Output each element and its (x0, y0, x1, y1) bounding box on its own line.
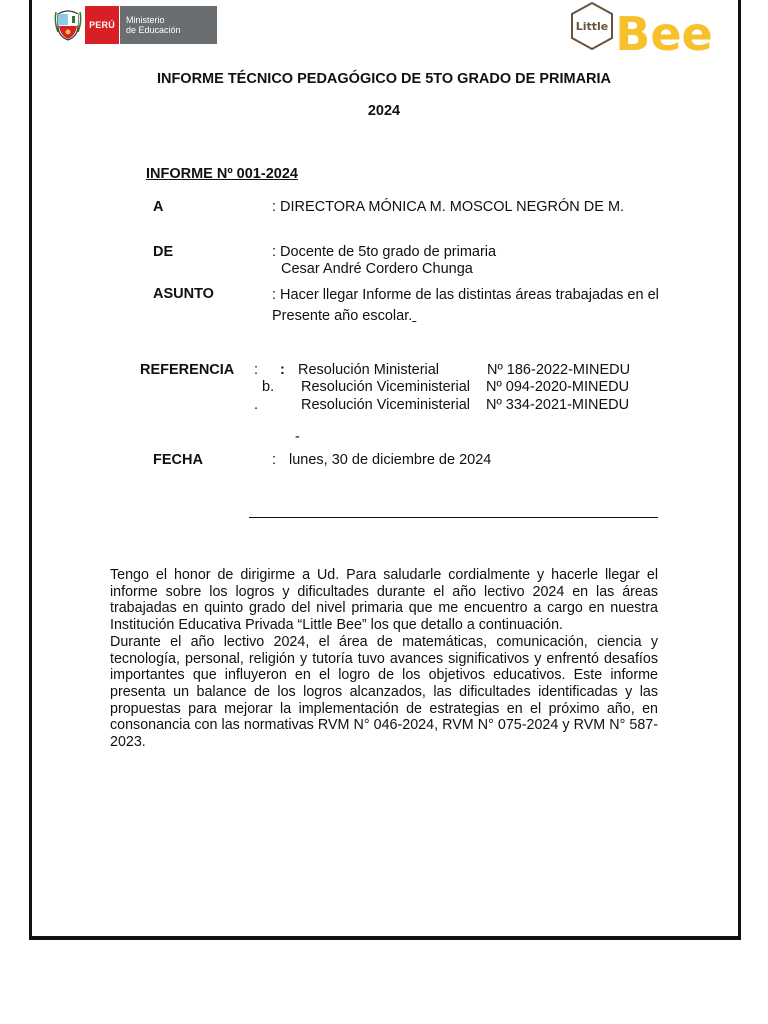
field-fecha-value: lunes, 30 de diciembre de 2024 (289, 452, 492, 468)
asunto-underline-space (412, 308, 416, 324)
ref3-name: Resolución Viceministerial (301, 397, 470, 413)
field-asunto-value-2-text: Presente año escolar. (272, 308, 413, 324)
ref3-number: Nº 334-2021-MINEDU (486, 397, 630, 413)
stray-dash: - (295, 429, 300, 445)
body-paragraph-2: Durante el año lectivo 2024, el área de matemáticas, comunicación, ciencia y tecnología, personal, religión y tutoría tuvo avances significativos y enfrentó desafíos importantes que influyeron en el logro de los objetivos educativos. Este informe presenta un balance de los logros alcanzados, las dificultades identificadas y las propuestas para mejorar la implementación de estrategias en el próximo año, en consonancia con las normativas RVM N° 046-2024, RVM N° 075-2024 y RVM N° 587-2023. (110, 633, 658, 751)
referencia-colon-2: : (280, 362, 285, 378)
little-bee-logo-big: Bee (615, 7, 713, 61)
ministry-line-1: Ministerio (126, 15, 165, 25)
ref2-marker: b. (262, 379, 275, 395)
separator-line (249, 517, 658, 518)
document-year: 2024 (367, 103, 401, 119)
field-asunto-value-1: : Hacer llegar Informe de las distintas áreas trabajadas en el (272, 287, 659, 303)
ref2-number: Nº 094-2020-MINEDU (486, 379, 630, 395)
ref1-name: Resolución Ministerial (298, 362, 440, 378)
little-bee-logo (566, 0, 720, 62)
ministry-label (119, 6, 217, 44)
document-title: INFORME TÉCNICO PEDAGÓGICO DE 5TO GRADO DE PRIMARIA (156, 71, 612, 87)
field-asunto-value-2 (272, 308, 416, 324)
field-de-value-1: : Docente de 5to grado de primaria (272, 244, 497, 260)
body-paragraph-1: Tengo el honor de dirigirme a Ud. Para saludarle cordialmente y hacerle llegar el informe sobre los logros y dificultades durante el año lectivo 2024 en las áreas trabajadas en quinto grado del nivel primaria que me encuentro a cargo en nuestra Institución Educativa Privada “Little Bee” los que detallo a continuación. (110, 567, 658, 634)
field-asunto-label: ASUNTO (153, 286, 214, 302)
page-frame (29, 0, 741, 940)
report-body (110, 567, 658, 751)
field-referencia-label: REFERENCIA (140, 362, 235, 378)
field-de-value-2: Cesar André Cordero Chunga (281, 261, 473, 277)
referencia-colon-1: : (254, 362, 259, 378)
little-bee-logo-small: Little (575, 20, 609, 33)
peru-label: PERÚ (85, 6, 119, 44)
report-number: INFORME Nº 001-2024 (146, 166, 298, 182)
peru-coat-of-arms-icon (53, 6, 83, 44)
field-de-label: DE (153, 244, 174, 260)
ref3-marker: . (254, 397, 259, 413)
field-a-value: : DIRECTORA MÓNICA M. MOSCOL NEGRÓN DE M. (272, 199, 625, 215)
fecha-colon: : (272, 452, 277, 468)
field-fecha-label: FECHA (153, 452, 203, 468)
ref2-name: Resolución Viceministerial (301, 379, 470, 395)
ref1-number: Nº 186-2022-MINEDU (487, 362, 631, 378)
field-a-label: A (153, 199, 164, 215)
minedu-logo (53, 6, 217, 44)
ministry-line-2: de Educación (126, 25, 181, 35)
